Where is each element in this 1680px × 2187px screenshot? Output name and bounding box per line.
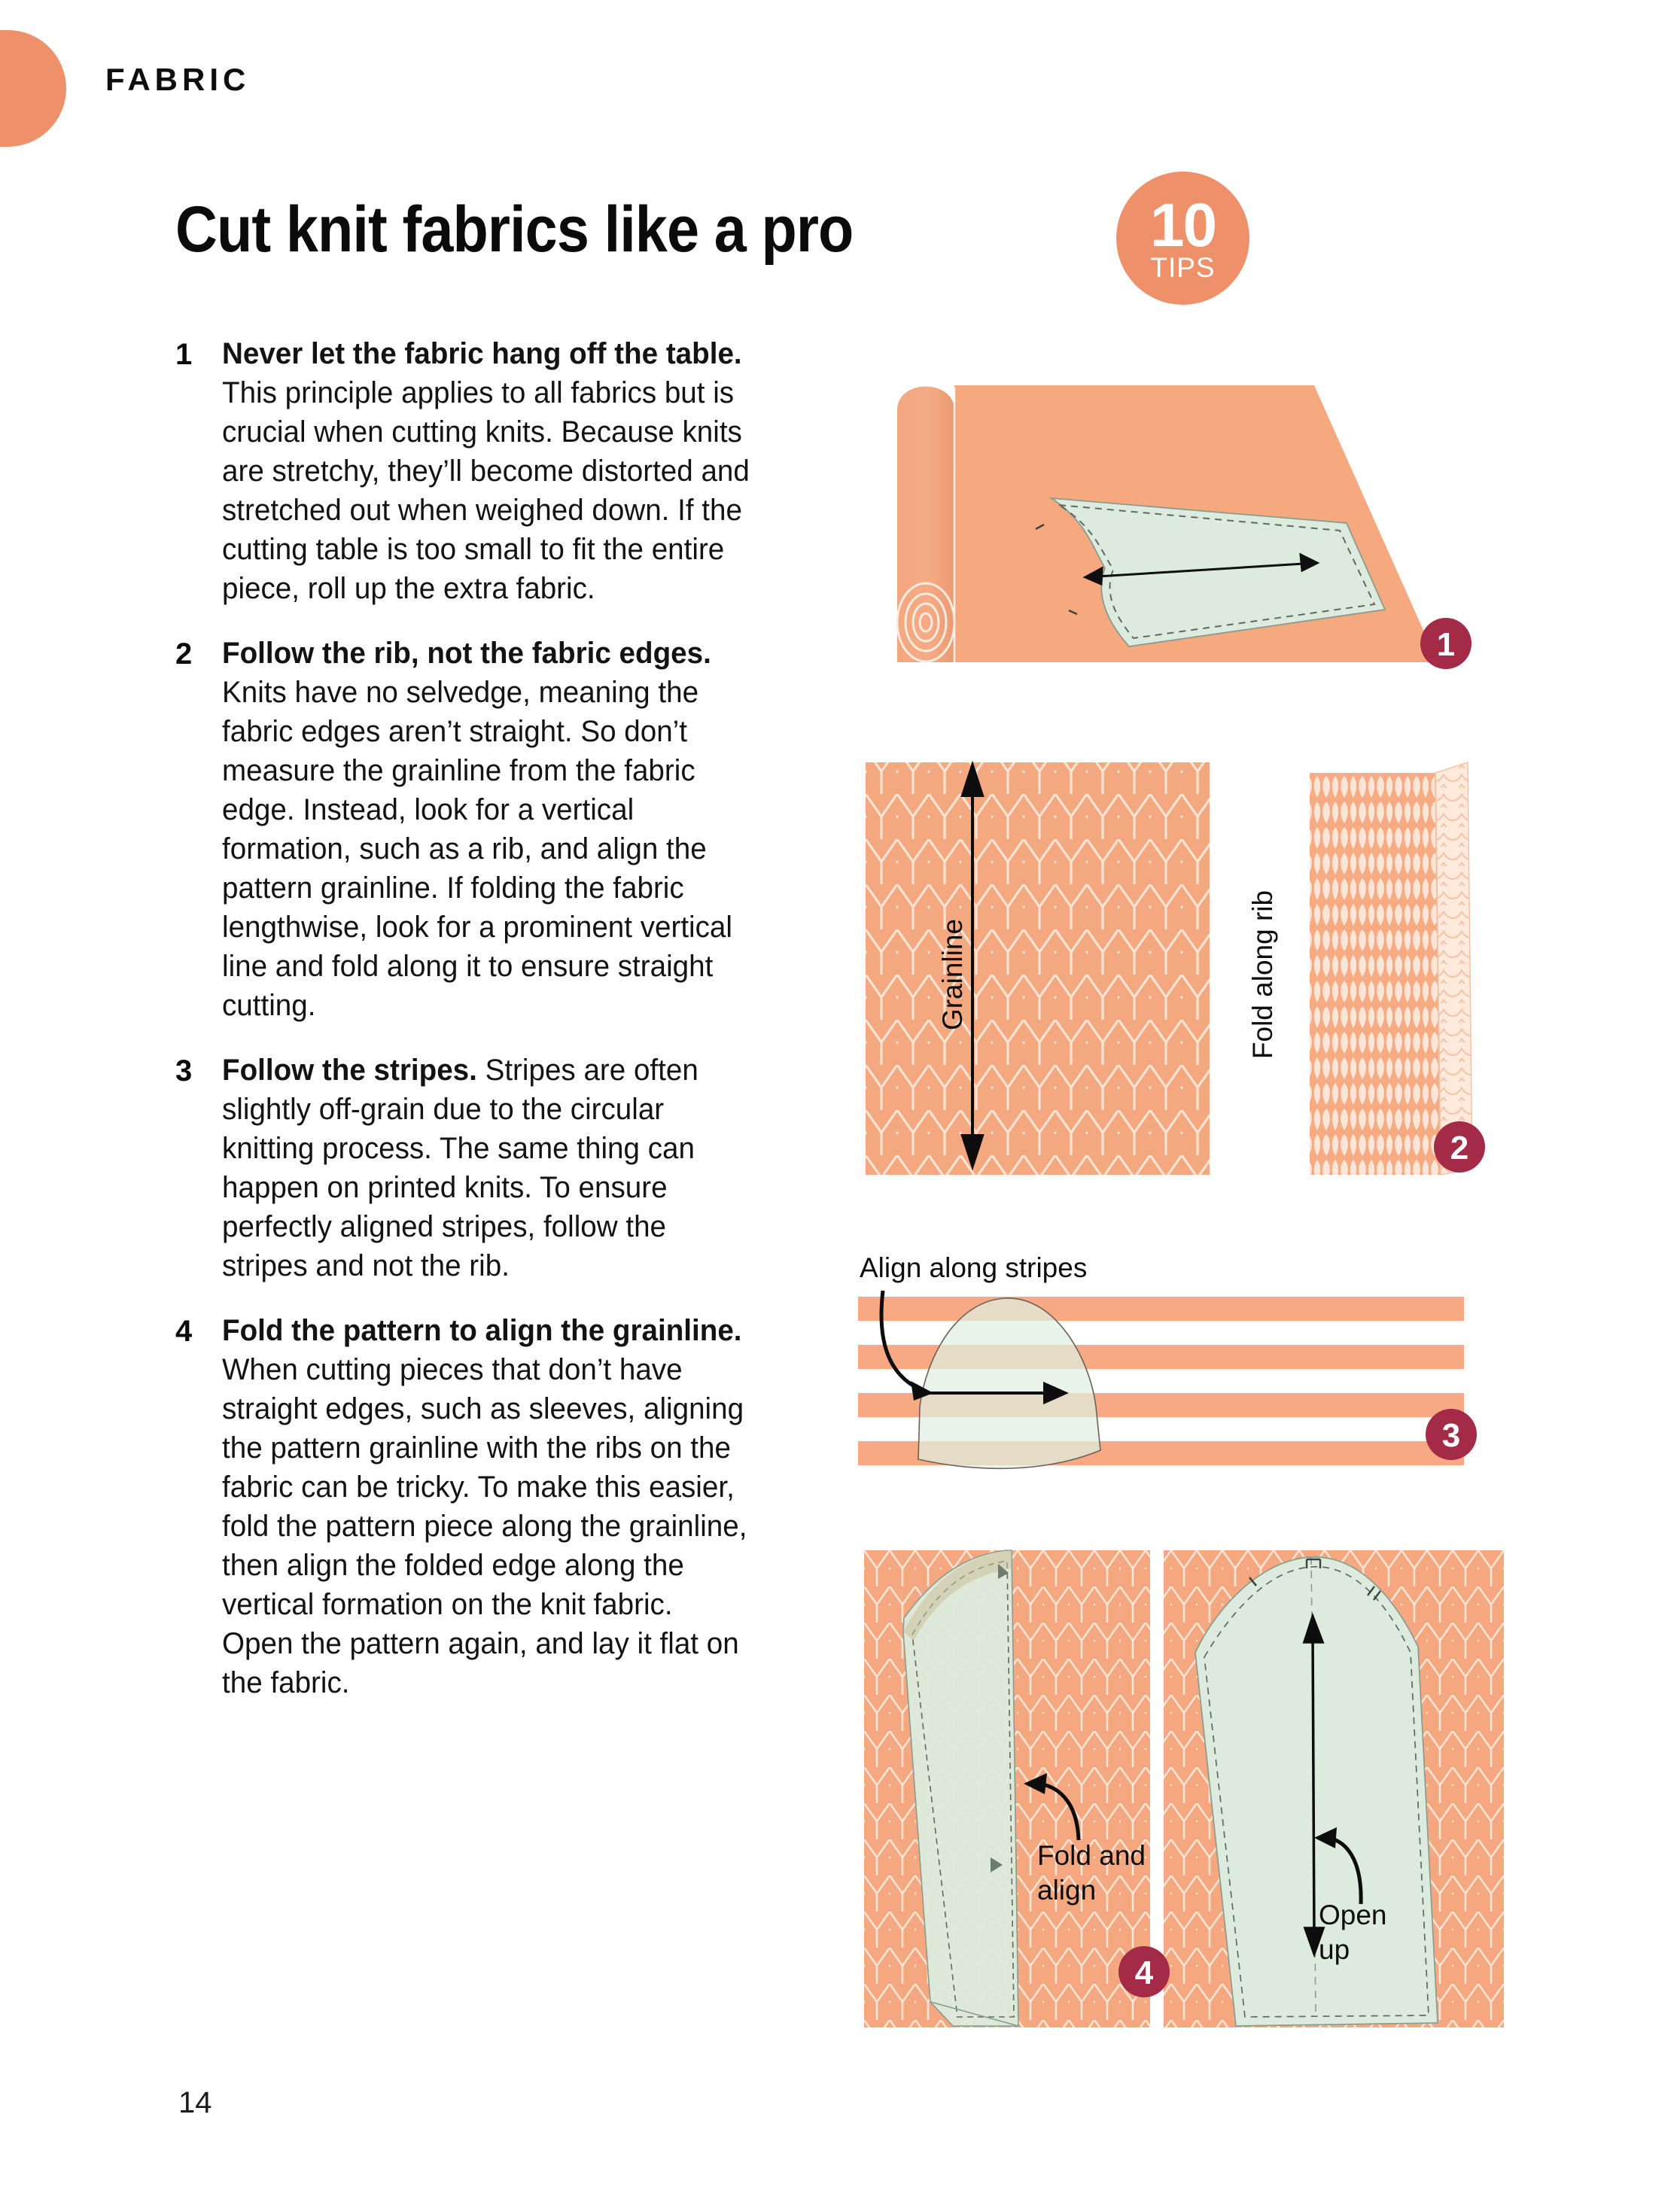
step-badge-2-label: 2 bbox=[1450, 1130, 1469, 1167]
tip-text bbox=[222, 634, 751, 1025]
tip-lead: Follow the rib, not the fabric edges. bbox=[222, 637, 711, 670]
section-label: FABRIC bbox=[105, 62, 251, 97]
page-title: Cut knit fabrics like a pro bbox=[175, 193, 854, 266]
open-up-label-line1: Open up bbox=[1319, 1900, 1387, 1965]
tips-list bbox=[175, 334, 770, 1728]
tips-badge-word: TIPS bbox=[1150, 252, 1216, 284]
figure-4-sleeve-fold-open bbox=[864, 1550, 1511, 2032]
step-badge-1-label: 1 bbox=[1436, 626, 1456, 663]
tips-count-badge bbox=[1116, 172, 1249, 305]
fold-along-rib-label: Fold along rib bbox=[1247, 890, 1278, 1060]
page-number: 14 bbox=[178, 2086, 212, 2119]
step-badge-3-label: 3 bbox=[1441, 1417, 1461, 1454]
tip-number: 2 bbox=[175, 637, 193, 671]
tip-number: 3 bbox=[175, 1054, 193, 1087]
tip-number: 4 bbox=[175, 1315, 193, 1348]
tip-text bbox=[222, 1051, 751, 1285]
grainline-label: Grainline bbox=[937, 918, 968, 1031]
tip-number: 1 bbox=[175, 338, 193, 371]
tip-lead: Fold the pattern to align the grainline. bbox=[222, 1314, 742, 1347]
step-badge-4-label: 4 bbox=[1134, 1954, 1154, 1991]
step-badge-1 bbox=[1420, 618, 1472, 669]
step-badge-2 bbox=[1434, 1121, 1485, 1173]
figure-2-rib-grainline bbox=[866, 749, 1502, 1185]
tip-text bbox=[222, 1311, 751, 1702]
tip-item bbox=[175, 634, 770, 1025]
section-tab-shape bbox=[0, 30, 66, 147]
tip-lead: Follow the stripes. bbox=[222, 1054, 477, 1087]
fabric-roll bbox=[897, 387, 954, 663]
tip-detail: Stripes are often slightly off-grain due to the circular knitting process. The same thing can happen on printed knits. To ensure perfectly aligned stripes, follow the stripes and not the rib. bbox=[222, 1054, 698, 1282]
tip-item bbox=[175, 334, 770, 608]
step-badge-3 bbox=[1426, 1409, 1477, 1460]
rib-swatch-panel bbox=[866, 762, 1210, 1175]
figure-3-stripes bbox=[858, 1253, 1513, 1505]
tip-item bbox=[175, 1051, 770, 1285]
tip-item bbox=[175, 1311, 770, 1702]
tip-detail: When cutting pieces that don’t have straight edges, such as sleeves, aligning the pattern grainline with the ribs on the fabric can be tricky. To make this easier, fold the pattern piece along the grainline, then align the folded edge along the vertical formation on the knit fabric. Open the pattern again, and lay it flat on the fabric. bbox=[222, 1353, 747, 1699]
folded-strip-panel bbox=[1310, 762, 1472, 1175]
fold-and-align-label-line1: Fold and align bbox=[1037, 1840, 1146, 1906]
tip-detail: This principle applies to all fabrics but is crucial when cutting knits. Because knits are stretchy, they’ll become distorted and stretched out when weighed down. If the cutting table is too small to fit the entire piece, roll up the extra fabric. bbox=[222, 376, 750, 605]
tip-text bbox=[222, 334, 751, 608]
tip-lead: Never let the fabric hang off the table. bbox=[222, 337, 742, 370]
step-badge-4 bbox=[1118, 1946, 1170, 1997]
align-along-stripes-label: Align along stripes bbox=[860, 1252, 1088, 1283]
figure-1-fabric-roll bbox=[866, 342, 1502, 696]
sleeve-cap-pattern-piece bbox=[918, 1298, 1100, 1468]
tip-detail: Knits have no selvedge, meaning the fabric edges aren’t straight. So don’t measure the grainline from the fabric edge. Instead, look for a vertical formation, such as a rib, and align the pattern grainline. If folding the fabric lengthwise, look for a prominent vertical line and fold along it to ensure straight cutting. bbox=[222, 676, 732, 1022]
tips-badge-number: 10 bbox=[1149, 190, 1216, 260]
